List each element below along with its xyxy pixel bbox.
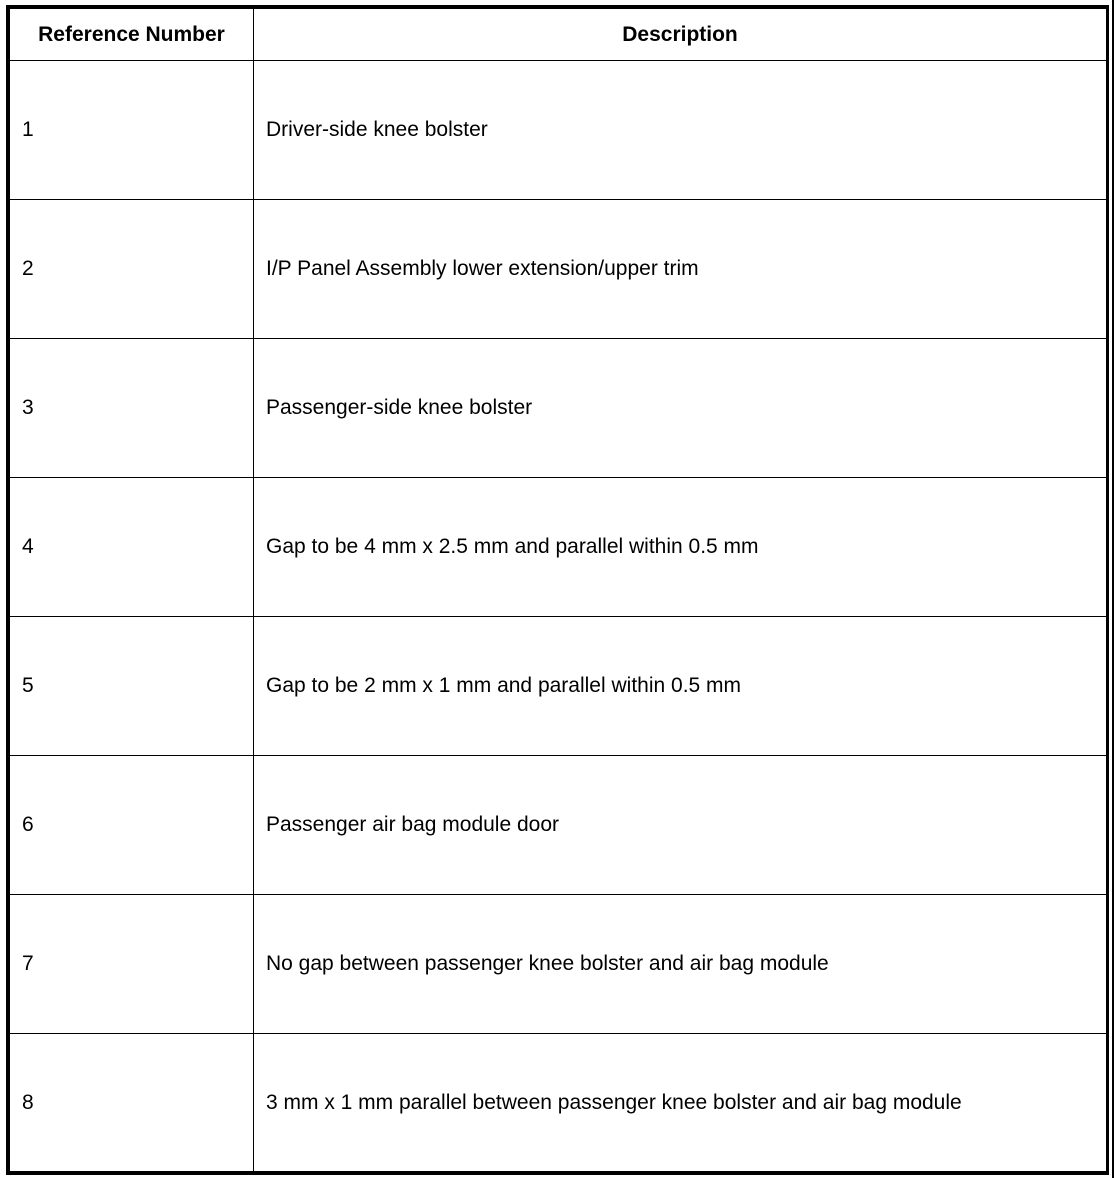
- table-header: [10, 9, 1107, 61]
- description-cell: Passenger-side knee bolster: [254, 339, 1107, 478]
- description-cell: No gap between passenger knee bolster and air bag module: [254, 895, 1107, 1034]
- table-row: [10, 895, 1107, 1034]
- header-reference-number: Reference Number: [10, 9, 254, 61]
- table-row: [10, 200, 1107, 339]
- description-cell: Gap to be 4 mm x 2.5 mm and parallel within 0.5 mm: [254, 478, 1107, 617]
- table-row: [10, 756, 1107, 895]
- description-cell: Driver-side knee bolster: [254, 61, 1107, 200]
- table-row: [10, 339, 1107, 478]
- reference-table: [9, 8, 1107, 1172]
- table-row: [10, 478, 1107, 617]
- ref-cell: 6: [10, 756, 254, 895]
- description-cell: I/P Panel Assembly lower extension/upper trim: [254, 200, 1107, 339]
- ref-cell: 2: [10, 200, 254, 339]
- description-cell: Gap to be 2 mm x 1 mm and parallel within 0.5 mm: [254, 617, 1107, 756]
- table-body: [10, 61, 1107, 1172]
- reference-table-container: [6, 5, 1109, 1175]
- ref-cell: 5: [10, 617, 254, 756]
- header-row: [10, 9, 1107, 61]
- description-cell: 3 mm x 1 mm parallel between passenger knee bolster and air bag module: [254, 1034, 1107, 1172]
- description-cell: Passenger air bag module door: [254, 756, 1107, 895]
- ref-cell: 1: [10, 61, 254, 200]
- ref-cell: 8: [10, 1034, 254, 1172]
- ref-cell: 4: [10, 478, 254, 617]
- page-edge-line: [1112, 0, 1114, 1178]
- ref-cell: 3: [10, 339, 254, 478]
- header-description: Description: [254, 9, 1107, 61]
- table-row: [10, 61, 1107, 200]
- ref-cell: 7: [10, 895, 254, 1034]
- table-row: [10, 617, 1107, 756]
- table-row: [10, 1034, 1107, 1172]
